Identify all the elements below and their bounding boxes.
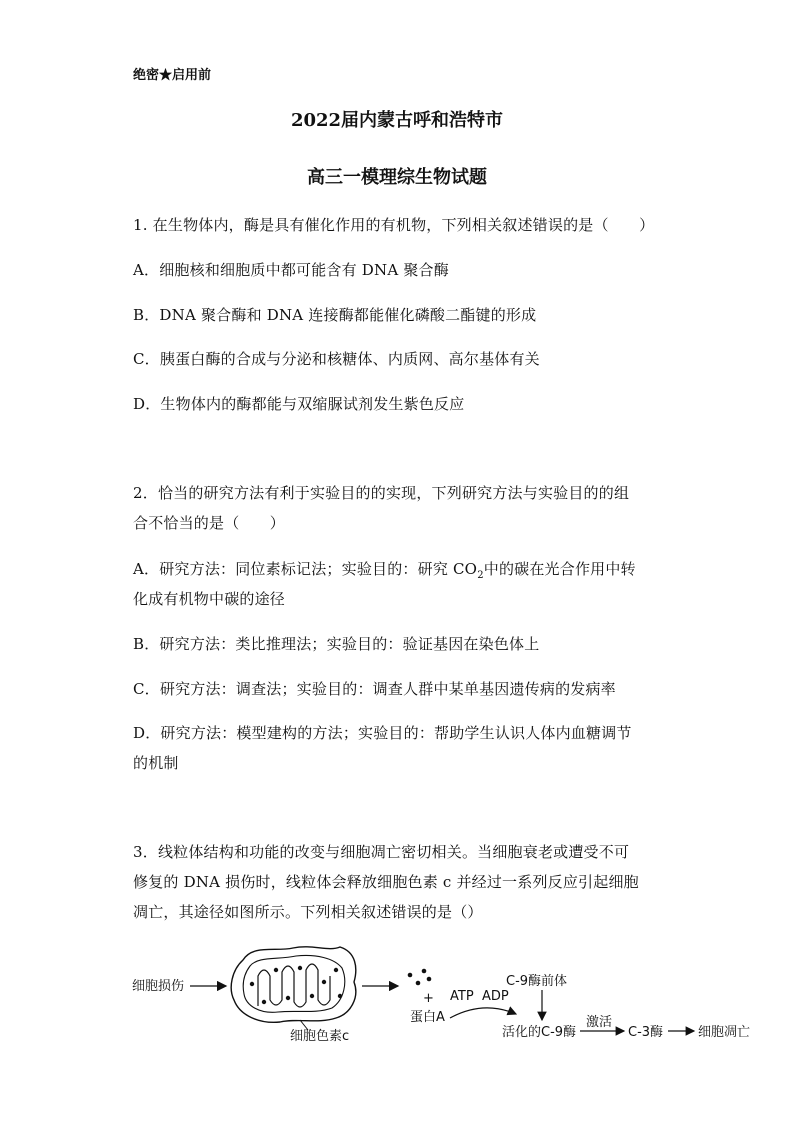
cytochrome-c-label: 细胞色素c — [290, 1029, 350, 1044]
protein-a-label: 蛋白A — [410, 1010, 445, 1025]
released-cytochrome-icon — [408, 969, 432, 986]
secret-mark: 绝密★启用前 — [133, 68, 212, 83]
c9-precursor-label: C-9酶前体 — [506, 974, 568, 989]
question-2-option-c: C．研究方法：调查法；实验目的：调查人群中某单基因遗传病的发病率 — [133, 680, 616, 698]
question-1-stem: 1. 在生物体内，酶是具有催化作用的有机物，下列相关叙述错误的是（ ） — [133, 216, 655, 234]
question-1-option-d: D．生物体内的酶都能与双缩脲试剂发生紫色反应 — [133, 395, 465, 413]
question-1-option-a: A．细胞核和细胞质中都可能含有 DNA 聚合酶 — [133, 261, 449, 279]
question-2-option-a-line-1: A．研究方法：同位素标记法；实验目的：研究 $CO_2$中的碳在光合作用中转 — [133, 560, 636, 581]
activate-label: 激活 — [586, 1015, 613, 1030]
exam-subtitle: 高三一模理综生物试题 — [307, 167, 487, 188]
question-1-option-b: B．DNA 聚合酶和 DNA 连接酶都能催化磷酸二酯键的形成 — [133, 306, 537, 324]
apoptosis-pathway-diagram — [128, 940, 768, 1055]
question-3-stem-line-1: 3．线粒体结构和功能的改变与细胞凋亡密切相关。当细胞衰老或遭受不可 — [133, 843, 630, 861]
mitochondrion-icon — [231, 947, 356, 1022]
question-2-option-d-line-2: 的机制 — [133, 754, 179, 772]
atp-label: ATP — [450, 989, 474, 1004]
question-2-option-a-line-2: 化成有机物中碳的途径 — [133, 590, 286, 608]
question-2-stem-line-1: 2．恰当的研究方法有利于实验目的的实现，下列研究方法与实验目的的组 — [133, 484, 630, 502]
question-2-option-b: B．研究方法：类比推理法；实验目的：验证基因在染色体上 — [133, 635, 540, 653]
adp-label: ADP — [482, 989, 509, 1004]
exam-title: 2022届内蒙古呼和浩特市 — [290, 110, 504, 131]
question-3-stem-line-3: 凋亡，其途径如图所示。下列相关叙述错误的是（） — [133, 903, 483, 921]
question-3-stem-line-2: 修复的 DNA 损伤时，线粒体会释放细胞色素 c 并经过一系列反应引起细胞 — [133, 873, 639, 891]
arrow-protein-to-c9 — [450, 1008, 516, 1018]
question-1-option-c: C．胰蛋白酶的合成与分泌和核糖体、内质网、高尔基体有关 — [133, 350, 540, 368]
plus-sign: + — [423, 991, 434, 1006]
c3-label: C-3酶 — [628, 1025, 664, 1040]
cell-damage-label: 细胞损伤 — [132, 979, 185, 994]
apoptosis-label: 细胞凋亡 — [698, 1025, 751, 1040]
question-2-option-d-line-1: D．研究方法：模型建构的方法；实验目的：帮助学生认识人体内血糖调节 — [133, 724, 632, 742]
question-2-stem-line-2: 合不恰当的是（ ） — [133, 514, 286, 532]
activated-c9-label: 活化的C-9酶 — [502, 1025, 577, 1040]
